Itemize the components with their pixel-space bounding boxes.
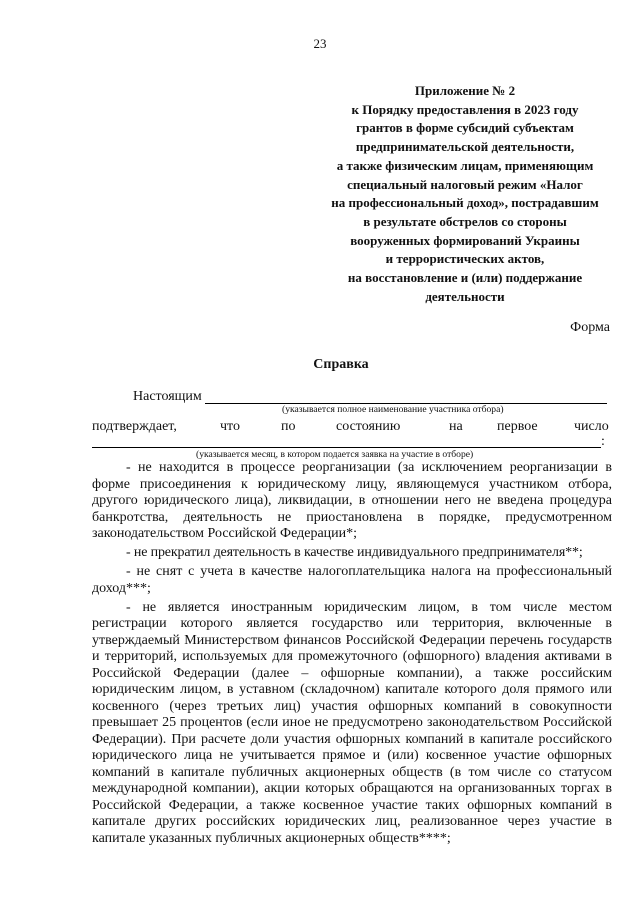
appendix-line: предпринимательской деятельности, <box>355 139 575 155</box>
appendix-line: грантов в форме субсидий субъектам <box>356 120 574 136</box>
appendix-line: деятельности <box>425 288 505 304</box>
appendix-header <box>300 82 630 306</box>
appendix-line: а также физическим лицам, применяющим <box>336 157 594 173</box>
caption-month: (указывается месяц, в котором подается заявка на участие в отборе) <box>196 449 474 460</box>
caption-participant-name: (указывается полное наименование участника отбора) <box>282 404 504 415</box>
confirm-word: подтверждает, <box>92 419 177 434</box>
appendix-line: вооруженных формирований Украины <box>350 232 580 248</box>
appendix-line: к Порядку предоставления в 2023 году <box>351 101 579 117</box>
document-title: Справка <box>313 357 369 372</box>
condition-paragraph: - не находится в процессе реорганизации (за исключением реорганизации в форме присоединения к юридическому лицу, являющемуся участником отбора, другого юридического лица), ликвидации, в отношении него не введена процедура банкротства, деятельность не приостановлена в порядке, предусмотренном законодательством Российской Федерации*; <box>92 460 612 541</box>
condition-paragraph: - не прекратил деятельность в качестве индивидуального предпринимателя**; <box>126 545 583 560</box>
intro-nastoyashchim: Настоящим <box>133 389 202 404</box>
appendix-line: специальный налоговый режим «Налог <box>347 176 583 192</box>
condition-paragraph: - не является иностранным юридическим лицом, в том числе местом регистрации которого является государство или территория, включенные в утверждаемый Министерством финансов Российской Федерации перечень государств и территорий, используемых для промежуточного (офшорного) владения активами в Российской Федерации (далее – офшорные компании), а также российским юридическим лицом, в уставном (складочном) капитале которого доля прямого или косвенного (через третьих лиц) участия офшорных компаний в совокупности превышает 25 процентов (если иное не предусмотрено законодательством Российской Федерации). При расчете доли участия офшорных компаний в капитале российского юридического лица не учитывается прямое и (или) косвенное участие офшорных компаний в капитале публичных акционерных обществ (в том числе со статусом международной компании), акции которых обращаются на организованных торгах в Российской Федерации, а также косвенное участие таких офшорных компаний в капитале других российских юридических лиц, реализованное через участие в капитале указанных публичных акционерных обществ****; <box>92 599 612 846</box>
condition-paragraph: - не снят с учета в качестве налогоплательщика налога на профессиональный доход***; <box>92 564 612 596</box>
confirm-word: на <box>449 419 463 434</box>
form-label: Форма <box>570 320 610 335</box>
appendix-line: Приложение № 2 <box>414 83 516 98</box>
appendix-line: на профессиональный доход», пострадавшим <box>331 195 599 211</box>
confirm-word: что <box>220 419 240 434</box>
appendix-line: и террористических актов, <box>385 251 545 267</box>
page-number: 23 <box>313 36 327 51</box>
confirm-word: первое <box>497 419 538 434</box>
colon: : <box>601 434 605 449</box>
appendix-line: в результате обстрелов со стороны <box>363 213 567 229</box>
confirm-word: состоянию <box>336 419 401 434</box>
appendix-line: на восстановление и (или) поддержание <box>347 270 583 286</box>
confirm-word: число <box>574 419 609 434</box>
month-blank[interactable] <box>92 447 601 448</box>
confirm-word: по <box>281 419 296 434</box>
conditions-list <box>92 460 612 847</box>
